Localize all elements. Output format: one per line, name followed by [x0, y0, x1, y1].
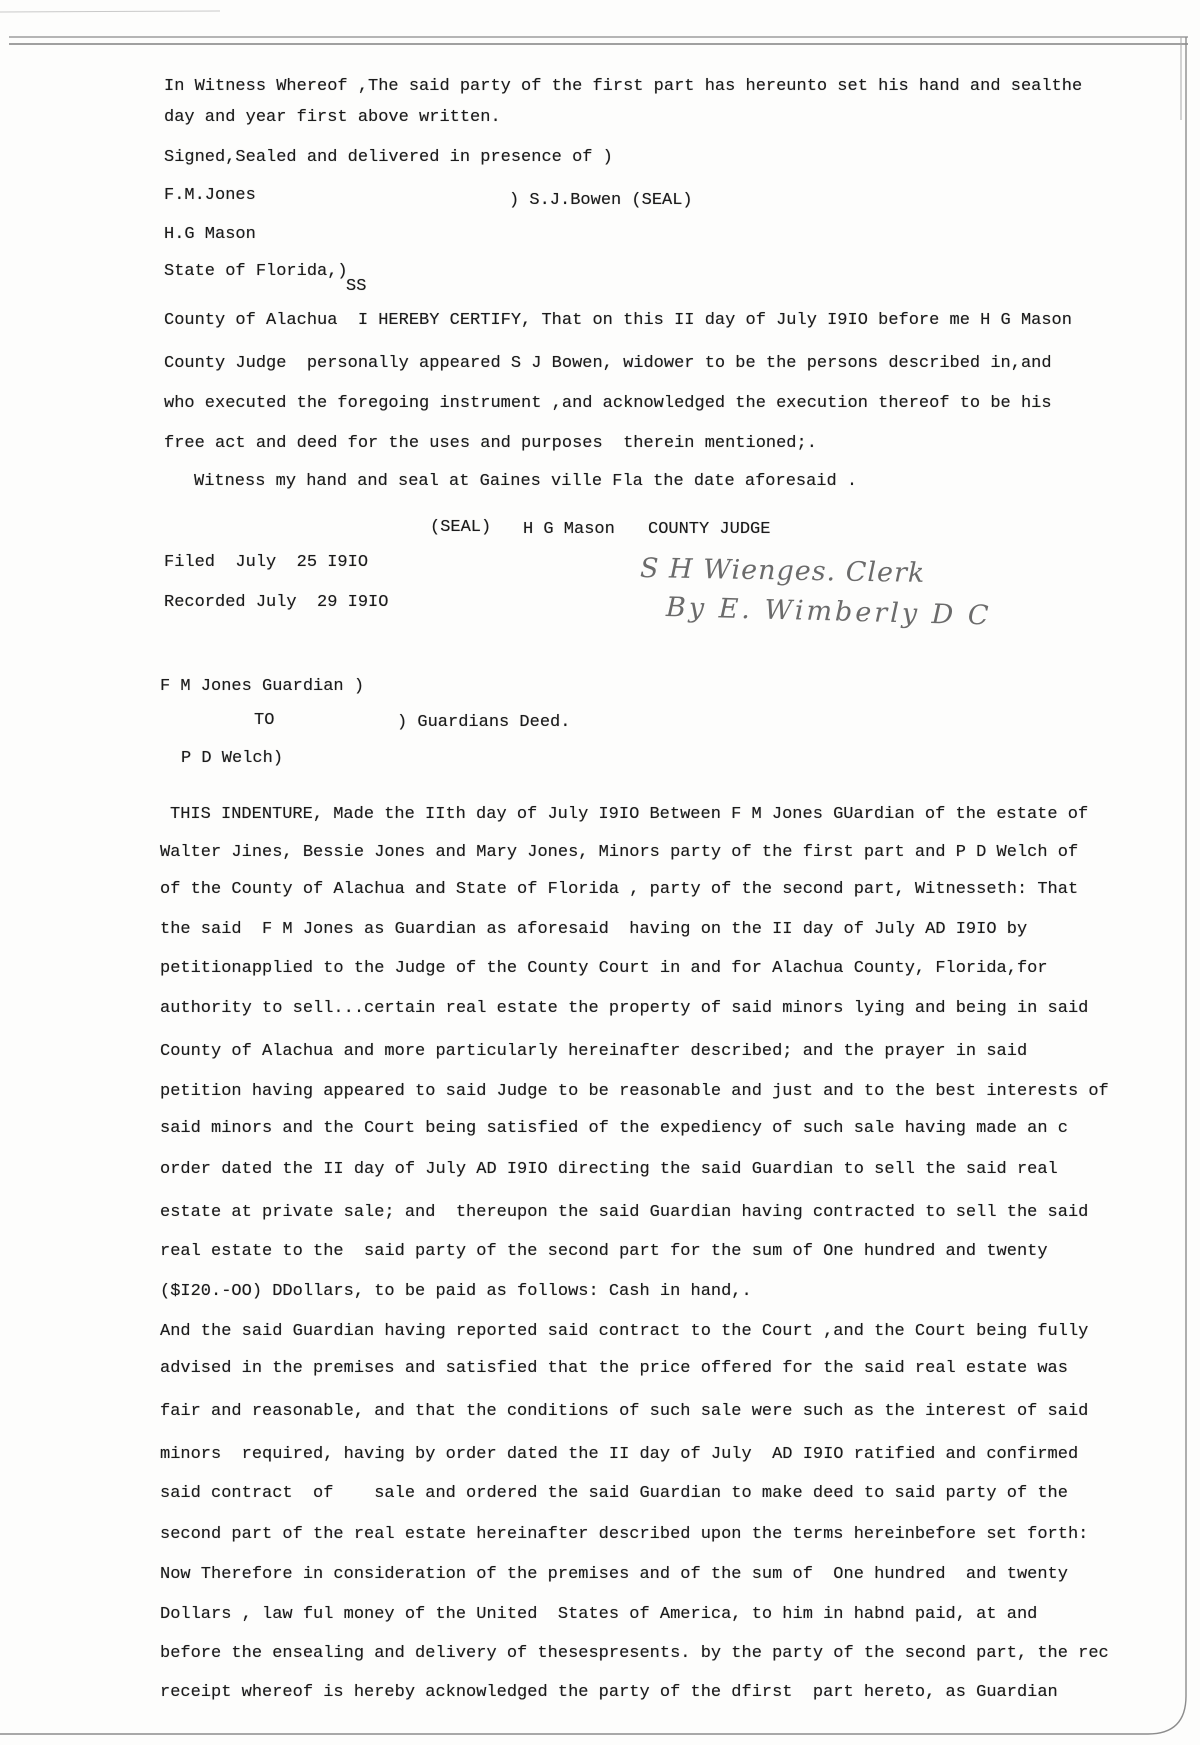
indenture-line: fair and reasonable, and that the conditions of such sale were such as the interest of said — [160, 1402, 1089, 1421]
judge-seal: (SEAL) — [430, 518, 492, 537]
judge-name: H G Mason — [523, 520, 615, 539]
indenture-line: the said F M Jones as Guardian as aforesaid having on the II day of July AD I9IO by — [160, 920, 1028, 939]
indenture-line: Walter Jines, Bessie Jones and Mary Jones, Minors party of the first part and P D Welch of — [160, 843, 1079, 862]
indenture-line: of the County of Alachua and State of Florida , party of the second part, Witnesseth: That — [160, 880, 1079, 899]
deputy-clerk-signature: By E. Wimberly D C — [665, 592, 992, 632]
indenture-line: order dated the II day of July AD I9IO directing the said Guardian to sell the said real — [160, 1160, 1058, 1179]
indenture-line: before the ensealing and delivery of thesespresents. by the party of the second part, the rec — [160, 1644, 1109, 1663]
caption-grantor: F M Jones Guardian ) — [160, 677, 365, 696]
filed-date: Filed July 25 I9IO — [164, 553, 369, 572]
indenture-line: said minors and the Court being satisfied of the expediency of such sale having made an c — [160, 1119, 1068, 1138]
indenture-line: receipt whereof is hereby acknowledged the party of the dfirst part hereto, as Guardian — [160, 1683, 1058, 1702]
grantor-signature: ) S.J.Bowen (SEAL) — [509, 191, 693, 210]
indenture-opening: THIS INDENTURE, Made the IIth day of July I9IO Between F M Jones GUardian of the estate of — [170, 805, 1089, 824]
clerk-signature: S H Wienges. Clerk — [639, 553, 926, 589]
indenture-line: Now Therefore in consideration of the premises and of the sum of One hundred and twenty — [160, 1565, 1068, 1584]
witness-clause-line: In Witness Whereof ,The said party of the first part has hereunto set his hand and sealthe — [164, 77, 1083, 96]
acknowledgment-line: County Judge personally appeared S J Bowen, widower to be the persons described in,and — [164, 354, 1052, 373]
indenture-line: ($I20.-OO) DDollars, to be paid as follows: Cash in hand,. — [160, 1282, 752, 1301]
indenture-line: Dollars , law ful money of the United States of America, to him in habnd paid, at and — [160, 1605, 1038, 1624]
witness-name: F.M.Jones — [164, 186, 256, 205]
indenture-line: And the said Guardian having reported said contract to the Court ,and the Court being fully — [160, 1322, 1089, 1341]
recorded-date: Recorded July 29 I9IO — [164, 593, 389, 612]
indenture-line: authority to sell...certain real estate the property of said minors lying and being in said — [160, 999, 1089, 1018]
indenture-line: County of Alachua and more particularly hereinafter described; and the prayer in said — [160, 1042, 1028, 1061]
venue-state: State of Florida,) — [164, 262, 348, 281]
indenture-line: said contract of sale and ordered the said Guardian to make deed to said party of the — [160, 1484, 1068, 1503]
acknowledgment-line: free act and deed for the uses and purposes therein mentioned;. — [164, 434, 817, 453]
indenture-line: estate at private sale; and thereupon the said Guardian having contracted to sell the said — [160, 1203, 1089, 1222]
acknowledgment-line: County of Alachua I HEREBY CERTIFY, That on this II day of July I9IO before me H G Mason — [164, 311, 1072, 330]
indenture-line: advised in the premises and satisfied that the price offered for the said real estate was — [160, 1359, 1068, 1378]
indenture-line: second part of the real estate hereinafter described upon the terms hereinbefore set forth: — [160, 1525, 1089, 1544]
acknowledgment-line: who executed the foregoing instrument ,and acknowledged the execution thereof to be his — [164, 394, 1052, 413]
indenture-line: real estate to the said party of the second part for the sum of One hundred and twenty — [160, 1242, 1048, 1261]
caption-to: TO — [254, 711, 275, 730]
caption-deed-type: ) Guardians Deed. — [397, 713, 571, 732]
witness-name: H.G Mason — [164, 225, 256, 244]
caption-grantee: P D Welch) — [181, 749, 284, 768]
witness-clause-line: day and year first above written. — [164, 108, 501, 127]
judge-title: COUNTY JUDGE — [648, 520, 771, 539]
signed-sealed-line: Signed,Sealed and delivered in presence of ) — [164, 148, 613, 167]
indenture-line: minors required, having by order dated the II day of July AD I9IO ratified and confirmed — [160, 1445, 1079, 1464]
venue-ss: SS — [346, 277, 367, 296]
indenture-line: petition having appeared to said Judge to be reasonable and just and to the best interests of — [160, 1082, 1109, 1101]
acknowledgment-witness-line: Witness my hand and seal at Gaines ville Fla the date aforesaid . — [194, 472, 858, 491]
indenture-line: petitionapplied to the Judge of the County Court in and for Alachua County, Florida,for — [160, 959, 1048, 978]
